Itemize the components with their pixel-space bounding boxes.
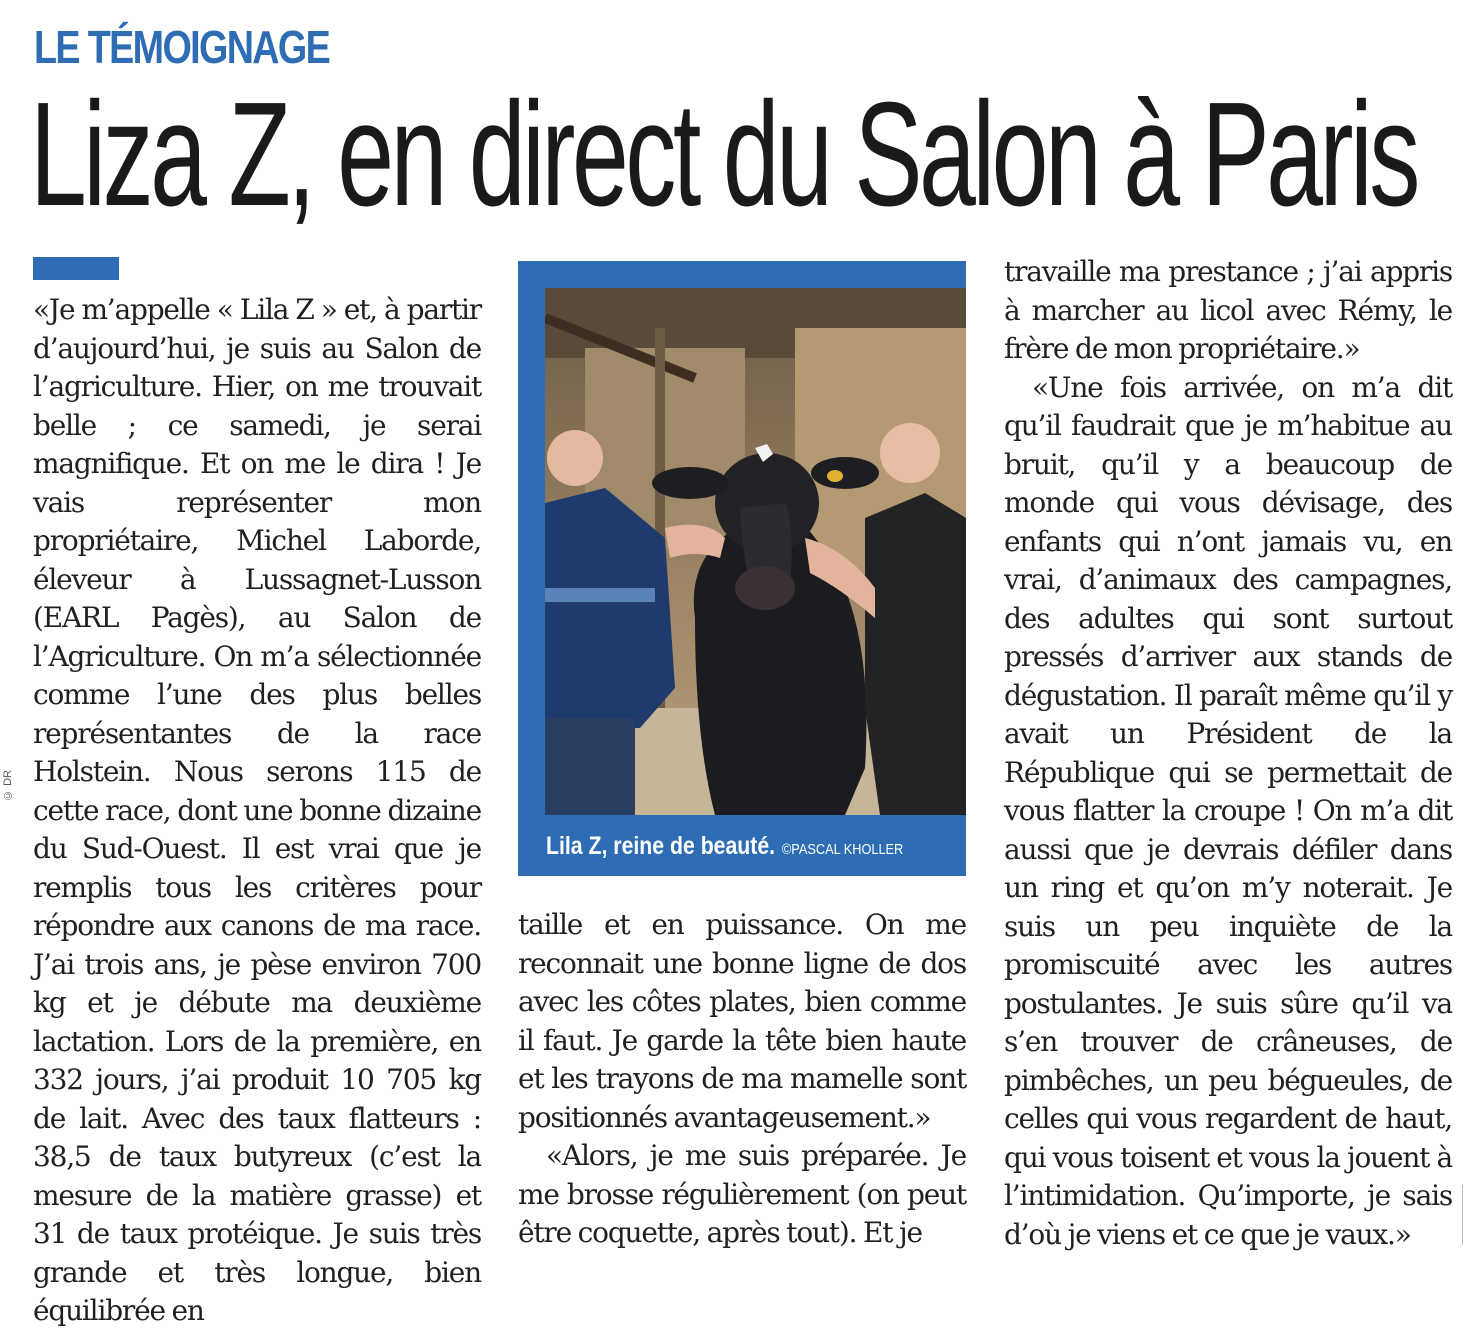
article-column-3: [1004, 253, 1452, 1254]
cow-photo: [545, 288, 966, 815]
article-column-2: [518, 906, 966, 1253]
paragraph-1: «Je m’appelle « Lila Z » et, à partir d’aujourd’hui, je suis au Salon de l’agriculture. Hier, on me trouvait belle ; ce samedi, je serai magnifique. Et on me le dira ! Je vais représenter mon propriétaire, Michel Laborde, éleveur à Lussagnet-Lusson (EARL Pagès), au Salon de l’Agriculture. On m’a sélectionnée comme l’une des plus belles représentantes de la race Holstein. Nous serons 115 de cette race, dont une bonne dizaine du Sud-Ouest. Il est vrai que je remplis tous les critères pour répondre aux canons de ma race. J’ai trois ans, je pèse environ 700 kg et je débute ma deuxième lactation. Lors de la première, en 332 jours, j’ai produit 10 705 kg de lait. Avec des taux flatteurs : 38,5 de taux butyreux (c’est la mesure de la matière grasse) et 31 de taux protéique. Je suis très grande et très longue, bien équilibrée en: [33, 293, 481, 1327]
paragraph-4: travaille ma prestance ; j’ai appris à marcher au licol avec Rémy, le frère de mon propriétaire.»: [1004, 255, 1452, 365]
article-column-1: [33, 291, 481, 1331]
article-headline: Liza Z, en direct du Salon à Paris: [30, 72, 1417, 237]
page-edge-divider: [1462, 1185, 1470, 1245]
cow-photo-illustration: [545, 288, 966, 815]
paragraph-2: taille et en puissance. On me reconnait une bonne ligne de dos avec les côtes plates, bien comme il faut. Je garde la tête bien haute et les trayons de ma mamelle sont positionnés avantageusement.»: [518, 908, 966, 1134]
paragraph-5: «Une fois arrivée, on m’a dit qu’il faudrait que je m’habitue au bruit, qu’il y a beaucoup de monde qui vous dévisage, des enfants qui n’ont jamais vu, en vrai, d’animaux des campagnes, des adultes qui sont surtout pressés d’arriver aux stands de dégustation. Il paraît même qu’il y avait un Président de la République qui se permettait de vous flatter la croupe ! On m’a dit aussi que je devrais défiler dans un ring et qu’on m’y noterait. Je suis un peu inquiète de la promiscuité avec les autres postulantes. Je suis sûre qu’il va s’en trouver de crâneuses, de pimbêches, un peu bégueules, de celles qui vous regardent de haut, qui vous toisent et vous la jouent à l’intimidation. Qu’importe, je sais d’où je viens et ce que je vaux.»: [1004, 370, 1452, 1251]
photo-frame: [518, 261, 966, 876]
photo-caption: [546, 832, 903, 861]
paragraph-3: «Alors, je me suis préparée. Je me brosse régulièrement (on peut être coquette, après tout). Et je: [518, 1139, 966, 1249]
caption-text: Lila Z, reine de beauté.: [546, 832, 776, 860]
section-kicker: LE TÉMOIGNAGE: [34, 21, 330, 73]
accent-bar: [33, 257, 119, 280]
side-photo-credit: © DR: [2, 770, 14, 801]
caption-credit: ©PASCAL KHOLLER: [781, 841, 904, 858]
